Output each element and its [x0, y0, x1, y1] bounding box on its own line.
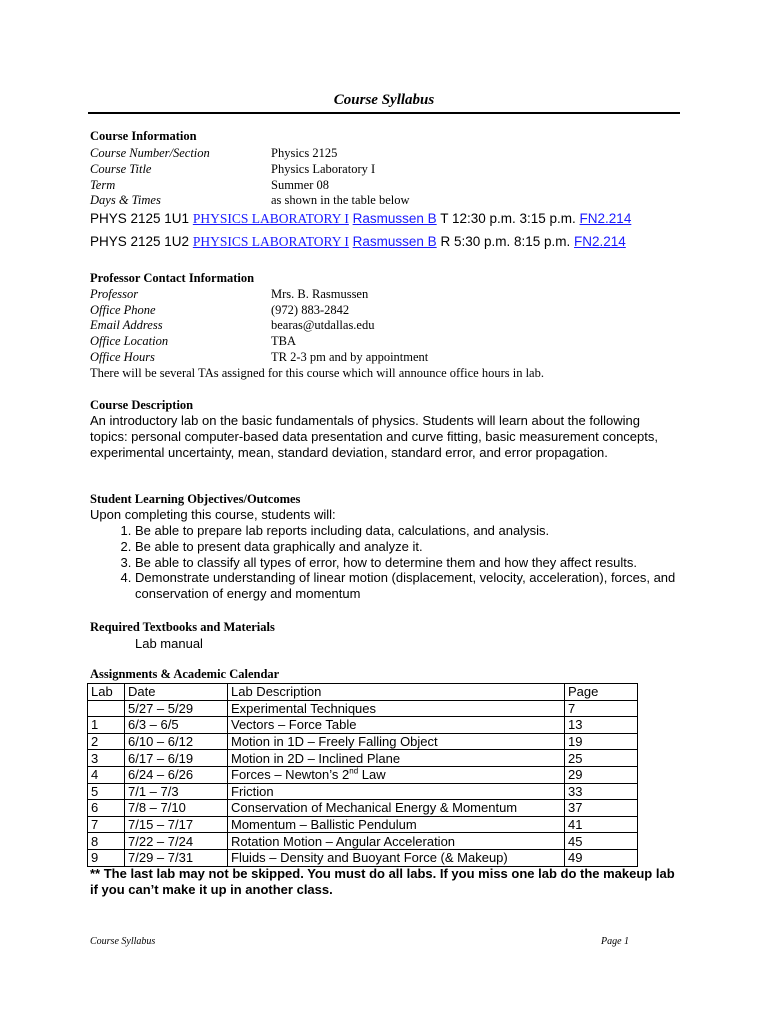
column-header: Lab Description [228, 684, 565, 701]
table-row [88, 783, 638, 800]
lab-cell: 8 [88, 833, 125, 850]
section-row-1u1 [90, 211, 631, 227]
description-text: An introductory lab on the basic fundamentals of physics. Students will learn about the following topics: personal computer-based data presentation and curve fitting, basic measurement concepts, experimental uncertainty, mean, standard deviation, standard error, and error propagation. [90, 413, 658, 460]
lab-cell: 3 [88, 750, 125, 767]
table-row [88, 717, 638, 734]
room-link[interactable]: FN2.214 [574, 234, 626, 249]
course-title-link[interactable]: PHYSICS LABORATORY I [192, 211, 349, 226]
list-item: 4. Demonstrate understanding of linear motion (displacement, velocity, acceleration), forces, and conservation of energy and momentum [135, 570, 725, 602]
description-text: Forces – Newton’s 2 [231, 767, 350, 783]
section-code: PHYS 2125 1U1 [90, 211, 190, 226]
column-header: Date [125, 684, 228, 701]
course-number-label: Course Number/Section [90, 146, 210, 160]
footer-page-number: Page 1 [601, 936, 630, 947]
objectives-list [90, 523, 725, 602]
page-cell: 41 [565, 816, 638, 833]
lab-cell: 2 [88, 733, 125, 750]
calendar-note: ** The last lab may not be skipped. You must do all labs. If you miss one lab do the makeup lab if you can’t make it up in another class. [90, 866, 675, 897]
term-label: Term [90, 178, 116, 192]
office-location-label: Office Location [90, 334, 169, 348]
days-times-value: as shown in the table below [271, 193, 410, 207]
title-rule [88, 112, 680, 114]
objectives-intro: Upon completing this course, students will: [90, 507, 336, 522]
date-cell: 7/1 – 7/3 [125, 783, 228, 800]
ta-note: There will be several TAs assigned for this course which will announce office hours in lab. [90, 366, 544, 380]
description-tail: Law [358, 767, 386, 783]
description-cell: Motion in 1D – Freely Falling Object [228, 733, 565, 750]
lab-cell: 6 [88, 800, 125, 817]
table-row [88, 800, 638, 817]
room-link[interactable]: FN2.214 [579, 211, 632, 226]
column-header: Lab [88, 684, 125, 701]
description-cell: Motion in 2D – Inclined Plane [228, 750, 565, 767]
page-cell: 7 [565, 700, 638, 717]
calendar-table [87, 683, 638, 867]
days-times-label: Days & Times [90, 193, 161, 207]
page-cell: 37 [565, 800, 638, 817]
lab-cell [88, 700, 125, 717]
textbook-item: Lab manual [135, 636, 203, 651]
calendar-heading: Assignments & Academic Calendar [90, 667, 280, 681]
date-cell: 7/8 – 7/10 [125, 800, 228, 817]
description-cell: Fluids – Density and Buoyant Force (& Makeup) [228, 849, 565, 866]
page-cell: 45 [565, 833, 638, 850]
date-cell: 6/10 – 6/12 [125, 733, 228, 750]
lab-cell: 1 [88, 717, 125, 734]
table-row [88, 766, 638, 783]
table-header-row [88, 684, 638, 701]
instructor-link[interactable]: Rasmussen B [352, 211, 437, 226]
office-phone-label: Office Phone [90, 303, 156, 317]
instructor-link[interactable]: Rasmussen B [352, 234, 437, 249]
lab-cell: 9 [88, 849, 125, 866]
section-code: PHYS 2125 1U2 [90, 234, 190, 249]
date-cell: 7/15 – 7/17 [125, 816, 228, 833]
course-title-value: Physics Laboratory I [271, 162, 376, 176]
page-cell: 49 [565, 849, 638, 866]
date-cell: 6/24 – 6/26 [125, 766, 228, 783]
description-heading: Course Description [90, 398, 194, 412]
list-item: 3. Be able to classify all types of error, how to determine them and how they affect results. [135, 555, 725, 571]
section-times: R 5:30 p.m. 8:15 p.m. [440, 234, 571, 249]
description-cell: Conservation of Mechanical Energy & Momentum [228, 800, 565, 817]
page-cell: 33 [565, 783, 638, 800]
description-cell: Experimental Techniques [228, 700, 565, 717]
office-phone-value: (972) 883-2842 [271, 303, 350, 317]
page-cell: 13 [565, 717, 638, 734]
professor-value: Mrs. B. Rasmussen [271, 287, 369, 301]
table-row [88, 700, 638, 717]
course-title-label: Course Title [90, 162, 152, 176]
section-row-1u2 [90, 234, 626, 250]
description-cell [228, 766, 565, 783]
lab-cell: 4 [88, 766, 125, 783]
objectives-heading: Student Learning Objectives/Outcomes [90, 492, 301, 506]
table-row [88, 833, 638, 850]
date-cell: 6/3 – 6/5 [125, 717, 228, 734]
page-cell: 25 [565, 750, 638, 767]
table-row [88, 750, 638, 767]
list-item: 1. Be able to prepare lab reports including data, calculations, and analysis. [135, 523, 725, 539]
description-cell: Friction [228, 783, 565, 800]
course-title-link[interactable]: PHYSICS LABORATORY I [192, 234, 349, 249]
table-row [88, 733, 638, 750]
page-cell: 29 [565, 766, 638, 783]
description-cell: Vectors – Force Table [228, 717, 565, 734]
term-value: Summer 08 [271, 178, 329, 192]
office-location-value: TBA [271, 334, 296, 348]
description-cell: Rotation Motion – Angular Acceleration [228, 833, 565, 850]
list-item: 2. Be able to present data graphically and analyze it. [135, 539, 725, 555]
lab-cell: 5 [88, 783, 125, 800]
column-header: Page [565, 684, 638, 701]
superscript: nd [349, 766, 359, 776]
date-cell: 7/29 – 7/31 [125, 849, 228, 866]
office-hours-value: TR 2-3 pm and by appointment [271, 350, 429, 364]
office-hours-label: Office Hours [90, 350, 155, 364]
footer-title: Course Syllabus [90, 936, 156, 947]
description-cell: Momentum – Ballistic Pendulum [228, 816, 565, 833]
table-row [88, 816, 638, 833]
page-title: Course Syllabus [333, 92, 435, 108]
professor-heading: Professor Contact Information [90, 271, 255, 285]
lab-cell: 7 [88, 816, 125, 833]
course-info-heading: Course Information [90, 129, 197, 143]
section-times: T 12:30 p.m. 3:15 p.m. [440, 211, 576, 226]
date-cell: 7/22 – 7/24 [125, 833, 228, 850]
date-cell: 6/17 – 6/19 [125, 750, 228, 767]
date-cell: 5/27 – 5/29 [125, 700, 228, 717]
page-cell: 19 [565, 733, 638, 750]
table-row [88, 849, 638, 866]
textbooks-heading: Required Textbooks and Materials [90, 620, 275, 634]
course-number-value: Physics 2125 [271, 146, 338, 160]
email-label: Email Address [90, 318, 163, 332]
professor-label: Professor [90, 287, 139, 301]
email-value: bearas@utdallas.edu [271, 318, 375, 332]
